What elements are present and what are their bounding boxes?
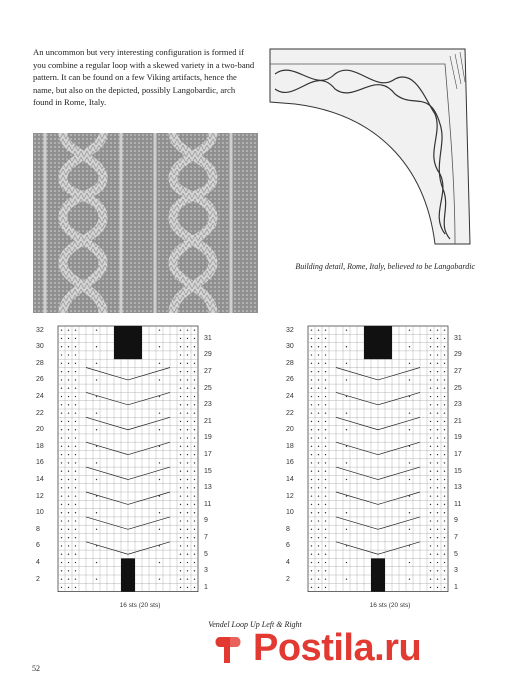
row-number-label: 19: [454, 434, 462, 442]
watermark-text: Postila.ru: [253, 627, 422, 669]
row-number-label: 25: [204, 384, 212, 392]
row-number-label: 23: [454, 401, 462, 409]
row-number-label: 2: [286, 575, 290, 583]
arch-caption: Building detail, Rome, Italy, believed to be Langobardic: [295, 262, 475, 271]
row-number-label: 19: [204, 434, 212, 442]
stitch-count-label: 16 sts (20 sts): [369, 602, 411, 609]
row-number-label: 22: [36, 409, 44, 417]
row-number-label: 7: [454, 534, 458, 541]
row-number-label: 8: [36, 525, 40, 533]
row-number-label: 16: [286, 459, 294, 467]
row-number-label: 21: [454, 417, 462, 425]
row-number-label: 29: [204, 351, 212, 359]
row-number-label: 12: [286, 492, 294, 500]
row-number-label: 18: [36, 442, 44, 450]
row-number-label: 6: [286, 542, 290, 550]
row-number-label: 12: [36, 492, 44, 500]
row-number-label: 10: [286, 509, 294, 517]
row-number-label: 3: [454, 567, 458, 575]
row-number-label: 4: [286, 558, 290, 566]
row-number-label: 23: [204, 401, 212, 409]
chart-caption: Vendel Loop Up Left & Right: [208, 620, 302, 629]
row-number-label: 27: [204, 368, 212, 375]
row-number-label: 29: [454, 351, 462, 359]
row-number-label: 14: [36, 475, 44, 483]
row-number-label: 3: [204, 567, 208, 575]
row-number-label: 17: [204, 451, 212, 458]
row-number-label: 15: [454, 467, 462, 475]
row-number-label: 22: [286, 409, 294, 417]
row-number-label: 32: [36, 326, 44, 334]
intro-paragraph: An uncommon but very interesting configuration is formed if you combine a regular loop with a skewed variety in a two-band pattern. It can be found on a few Viking artifacts, hence the name, but also on the depicted, possibly Langobardic, arch found in Rome, Italy.: [33, 47, 255, 108]
row-number-label: 7: [204, 534, 208, 541]
row-number-label: 13: [204, 484, 212, 492]
row-number-label: 13: [454, 484, 462, 492]
row-number-label: 5: [204, 550, 208, 558]
row-number-label: 32: [286, 326, 294, 334]
row-number-label: 1: [454, 583, 458, 591]
knitting-chart-left: [30, 322, 230, 610]
row-number-label: 8: [286, 525, 290, 533]
row-number-label: 5: [454, 550, 458, 558]
row-number-label: 18: [286, 442, 294, 450]
row-number-label: 17: [454, 451, 462, 458]
row-number-label: 31: [454, 334, 462, 342]
row-number-label: 9: [204, 517, 208, 525]
row-number-label: 11: [454, 500, 462, 508]
row-number-label: 24: [36, 392, 44, 400]
row-number-label: 26: [286, 376, 294, 384]
row-number-label: 24: [286, 392, 294, 400]
row-number-label: 30: [286, 343, 294, 351]
arch-illustration: [265, 44, 480, 254]
knit-swatch-photo: [33, 133, 258, 313]
page-number: 52: [32, 664, 40, 673]
row-number-label: 9: [454, 517, 458, 525]
row-number-label: 21: [204, 417, 212, 425]
row-number-label: 10: [36, 509, 44, 517]
stitch-count-label: 16 sts (20 sts): [119, 602, 161, 609]
row-number-label: 28: [286, 359, 294, 367]
row-number-label: 16: [36, 459, 44, 467]
row-number-label: 15: [204, 467, 212, 475]
row-number-label: 20: [286, 426, 294, 434]
row-number-label: 26: [36, 376, 44, 384]
row-number-label: 1: [204, 583, 208, 591]
row-number-label: 14: [286, 475, 294, 483]
row-number-label: 25: [454, 384, 462, 392]
row-number-label: 6: [36, 542, 40, 550]
row-number-label: 28: [36, 359, 44, 367]
row-number-label: 27: [454, 368, 462, 375]
knitting-chart-right: [280, 322, 480, 610]
row-number-label: 20: [36, 426, 44, 434]
row-number-label: 2: [36, 575, 40, 583]
row-number-label: 30: [36, 343, 44, 351]
row-number-label: 11: [204, 500, 212, 508]
row-number-label: 31: [204, 334, 212, 342]
postila-logo-icon: [210, 633, 244, 667]
row-number-label: 4: [36, 558, 40, 566]
